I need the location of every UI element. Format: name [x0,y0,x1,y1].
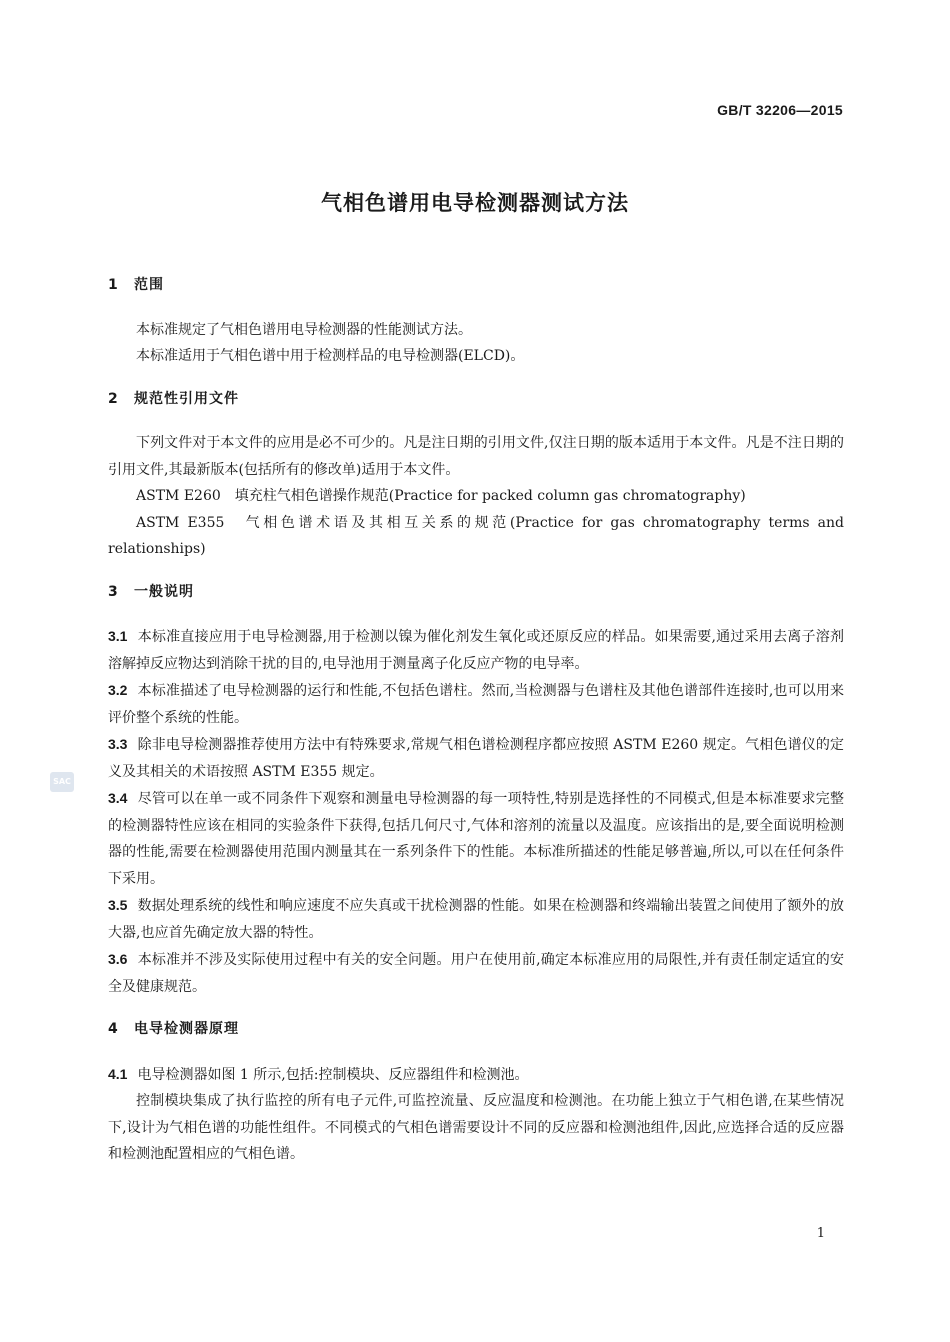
clause-text: 除非电导检测器推荐使用方法中有特殊要求,常规气相色谱检测程序都应按照 ASTM E260 规定。气相色谱仪的定义及其相关的术语按照 ASTM E355 规定。 [108,737,844,780]
section-number: 4 [108,1021,119,1037]
clause-text: 尽管可以在单一或不同条件下观察和测量电导检测器的每一项特性,特别是选择性的不同模式,但是本标准要求完整的检测器特性应该在相同的实验条件下获得,包括几何尺寸,气体和溶剂的流量以及温度。应该指出的是,要全面说明检测器的性能,需要在检测器使用范围内测量其在一系列条件下的性能。本标准所描述的性能足够普遍,所以,可以在任何条件下采用。 [108,791,844,887]
standard-number: GB/T 32206—2015 [717,102,843,118]
clause-number: 4.1 [108,1065,128,1082]
sac-watermark: SAC [50,772,74,792]
reference-item: ASTM E260 填充柱气相色谱操作规范(Practice for packed column gas chromatography) [136,488,746,504]
paragraph: 本标准规定了气相色谱用电导检测器的性能测试方法。 [136,321,472,338]
clause [108,892,844,946]
paragraph: 下列文件对于本文件的应用是必不可少的。凡是注日期的引用文件,仅注日期的版本适用于本文件。凡是不注日期的引用文件,其最新版本(包括所有的修改单)适用于本文件。 [108,435,844,478]
clause-number: 3.1 [108,628,128,644]
clause [108,623,844,677]
clause-number: 3.5 [108,897,128,913]
reference-item: ASTM E355 气相色谱术语及其相互关系的规范(Practice for gas chromatography terms and relationships) [108,514,844,557]
section-title: 范围 [134,277,164,293]
clause-text: 本标准并不涉及实际使用过程中有关的安全问题。用户在使用前,确定本标准应用的局限性,并有责任制定适宜的安全及健康规范。 [108,952,844,995]
clause-number: 3.4 [108,790,128,806]
clause [108,946,844,1000]
clause-text: 数据处理系统的线性和响应速度不应失真或干扰检测器的性能。如果在检测器和终端输出装置之间使用了额外的放大器,也应首先确定放大器的特性。 [108,898,844,941]
section-number: 3 [108,583,119,600]
paragraph: 控制模块集成了执行监控的所有电子元件,可监控流量、反应温度和检测池。在功能上独立于气相色谱,在某些情况下,设计为气相色谱的功能性组件。不同模式的气相色谱需要设计不同的反应器和检测池组件,因此,应选择合适的反应器和检测池配置相应的气相色谱。 [108,1093,844,1162]
clause-text: 本标准直接应用于电导检测器,用于检测以镍为催化剂发生氧化或还原反应的样品。如果需要,通过采用去离子溶剂溶解掉反应物达到消除干扰的目的,电导池用于测量离子化反应产物的电导率。 [108,629,844,672]
section-heading-general [108,579,844,606]
document-body [108,272,844,1168]
page-number: 1 [816,1226,825,1241]
document-title: 气相色谱用电导检测器测试方法 [321,191,629,215]
clause-text: 本标准描述了电导检测器的运行和性能,不包括色谱柱。然而,当检测器与色谱柱及其他色谱部件连接时,也可以用来评价整个系统的性能。 [108,683,844,726]
section-number: 1 [108,277,119,293]
clause [108,677,844,731]
clause-number: 3.6 [108,951,128,967]
clause [108,1061,844,1089]
section-title: 规范性引用文件 [134,390,239,407]
clause-number: 3.2 [108,682,128,698]
clause [108,731,844,785]
section-heading-scope [108,272,844,299]
section-title: 一般说明 [134,583,194,600]
clause [108,785,844,892]
section-heading-normative-references [108,386,844,413]
clause-number: 3.3 [108,736,128,752]
paragraph: 本标准适用于气相色谱中用于检测样品的电导检测器(ELCD)。 [136,348,525,364]
section-title: 电导检测器原理 [134,1021,239,1037]
section-number: 2 [108,390,119,407]
section-heading-detector-principle [108,1016,844,1043]
clause-text: 电导检测器如图 1 所示,包括:控制模块、反应器组件和检测池。 [137,1066,529,1083]
